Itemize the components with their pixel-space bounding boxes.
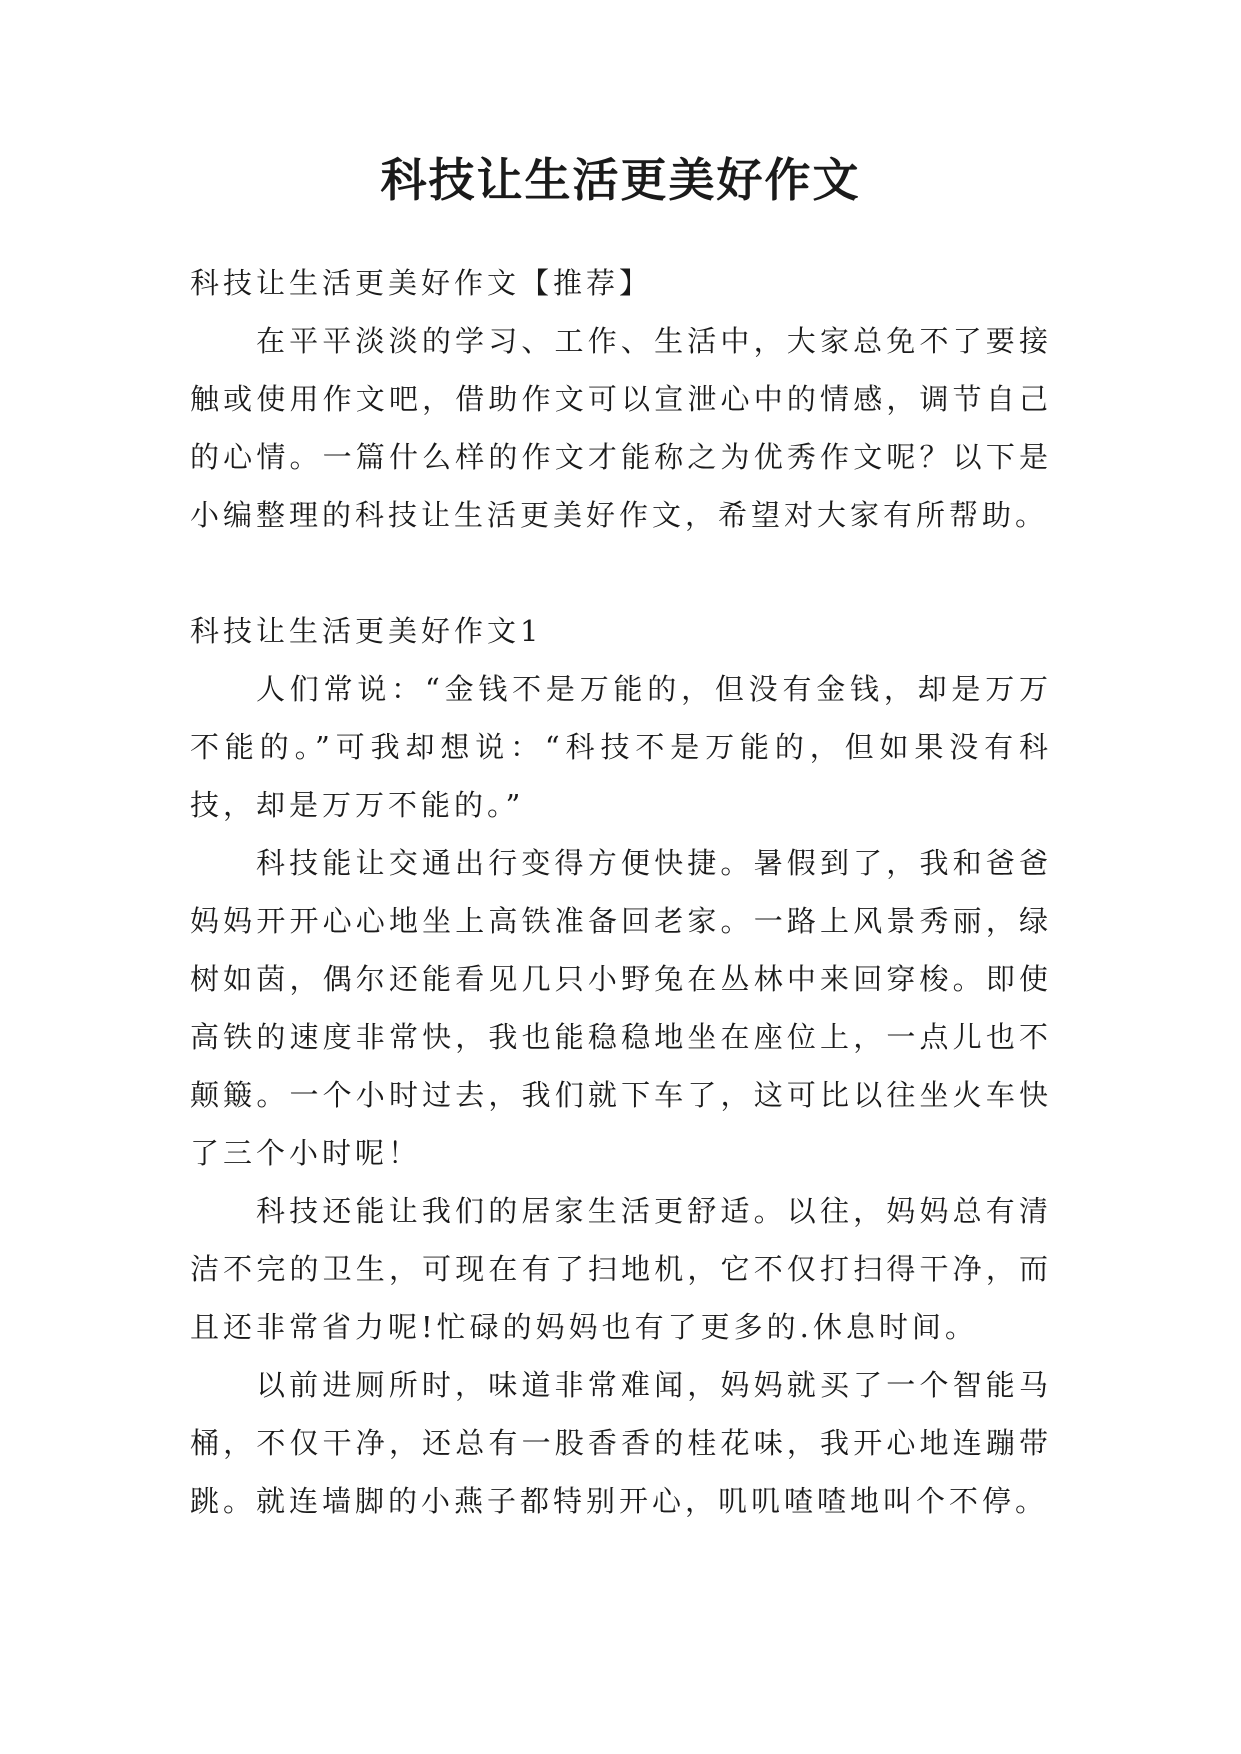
essay-paragraph: 人们常说：“金钱不是万能的，但没有金钱，却是万万不能的。”可我却想说：“科技不是万能的，但如果没有科技，却是万万不能的。” bbox=[190, 672, 1052, 822]
intro-heading: 科技让生活更美好作文【推荐】 bbox=[190, 266, 653, 300]
intro-paragraph: 在平平淡淡的学习、工作、生活中，大家总免不了要接触或使用作文吧，借助作文可以宣泄心中的情感，调节自己的心情。一篇什么样的作文才能称之为优秀作文呢？以下是小编整理的科技让生活更美好作文，希望对大家有所帮助。 bbox=[190, 324, 1052, 532]
section-gap bbox=[190, 544, 1052, 602]
essay-paragraph: 科技能让交通出行变得方便快捷。暑假到了，我和爸爸妈妈开开心心地坐上高铁准备回老家。一路上风景秀丽，绿树如茵，偶尔还能看见几只小野兔在丛林中来回穿梭。即使高铁的速度非常快，我也能稳稳地坐在座位上，一点儿也不颠簸。一个小时过去，我们就下车了，这可比以往坐火车快了三个小时呢！ bbox=[190, 846, 1052, 1170]
page-title: 科技让生活更美好作文 bbox=[380, 153, 861, 207]
document-body bbox=[190, 254, 1052, 1530]
essay-heading: 科技让生活更美好作文1 bbox=[190, 614, 543, 648]
essay-paragraph: 以前进厕所时，味道非常难闻，妈妈就买了一个智能马桶，不仅干净，还总有一股香香的桂花味，我开心地连蹦带跳。就连墙脚的小燕子都特别开心，叽叽喳喳地叫个不停。 bbox=[190, 1368, 1052, 1518]
essay-paragraph: 科技还能让我们的居家生活更舒适。以往，妈妈总有清洁不完的卫生，可现在有了扫地机，它不仅打扫得干净，而且还非常省力呢!忙碌的妈妈也有了更多的.休息时间。 bbox=[190, 1194, 1052, 1344]
